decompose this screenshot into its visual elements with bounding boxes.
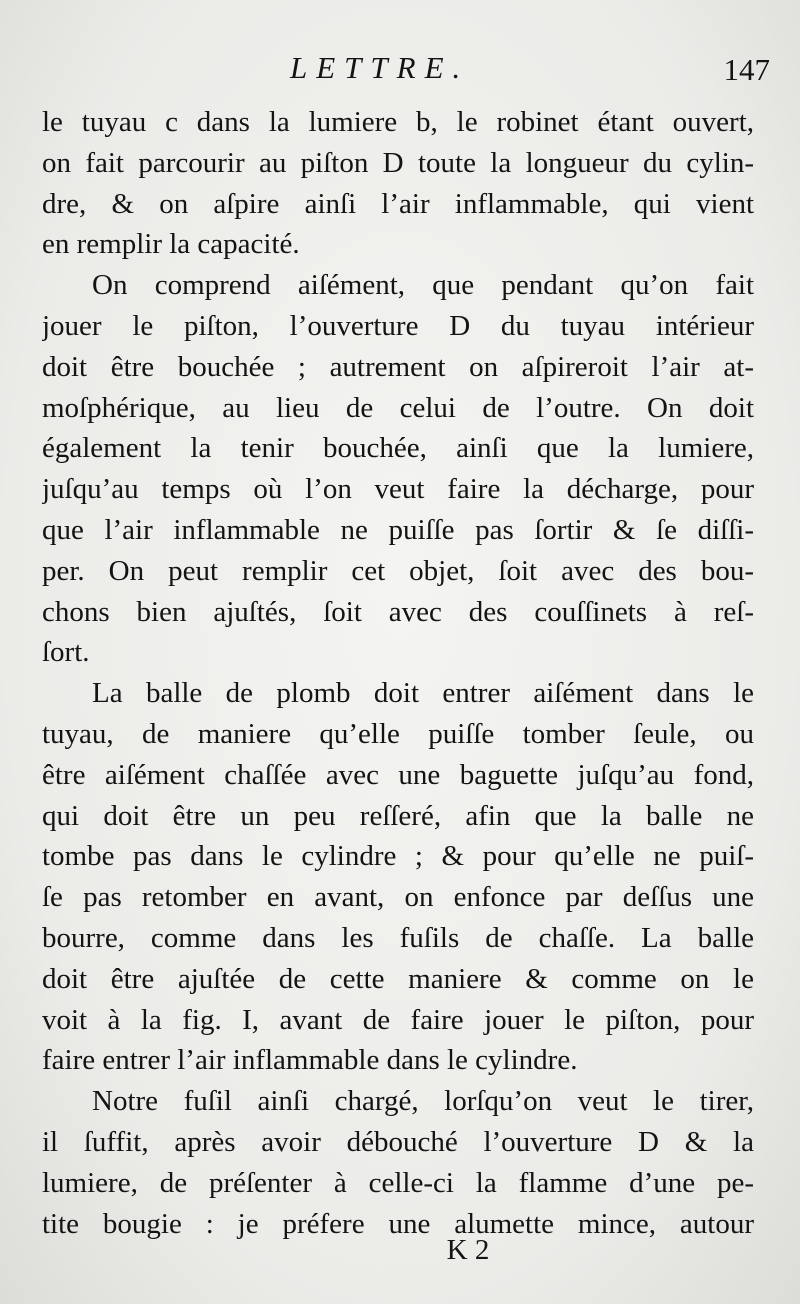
body-text: [42, 102, 754, 1244]
text-line: per. On peut remplir cet objet, ſoit avec des bou-: [42, 554, 754, 587]
page-footer: [0, 1234, 800, 1267]
text-line: ſe pas retomber en avant, on enfonce par deſſus une: [42, 881, 754, 914]
text-line: chons bien ajuſtés, ſoit avec des couſſinets à reſ-: [42, 595, 754, 628]
text-line: on fait parcourir au piſton D toute la longueur du cylin-: [42, 146, 754, 179]
text-line: La balle de plomb doit entrer aiſément dans le: [92, 677, 754, 710]
text-line: dre, & on aſpire ainſi l’air inflammable, qui vient: [42, 187, 754, 220]
text-line: voit à la fig. I, avant de faire jouer le piſton, pour: [42, 1003, 754, 1036]
text-line: également la tenir bouchée, ainſi que la lumiere,: [42, 432, 754, 465]
text-line: qui doit être un peu reſſeré, afin que la balle ne: [42, 799, 754, 832]
text-line: tombe pas dans le cylindre ; & pour qu’elle ne puiſ-: [42, 840, 754, 873]
signature-mark: K 2: [446, 1234, 490, 1266]
text-line: que l’air inflammable ne puiſſe pas ſortir & ſe diſſi-: [42, 513, 754, 546]
text-line: Notre fuſil ainſi chargé, lorſqu’on veut le tirer,: [92, 1085, 754, 1118]
text-line: le tuyau c dans la lumiere b, le robinet étant ouvert,: [42, 106, 754, 138]
text-line: lumiere, de préſenter à celle-ci la flamme d’une pe-: [42, 1166, 754, 1199]
text-line: juſqu’au temps où l’on veut faire la décharge, pour: [42, 473, 754, 506]
text-line: faire entrer l’air inflammable dans le cylindre.: [42, 1044, 578, 1077]
text-line: On comprend aiſément, que pendant qu’on fait: [92, 269, 754, 302]
text-line: tuyau, de maniere qu’elle puiſſe tomber ſeule, ou: [42, 717, 754, 750]
text-line: tite bougie : je préfere une alumette mince, autour: [42, 1207, 754, 1240]
text-line: doit être bouchée ; autrement on aſpireroit l’air at-: [42, 350, 754, 383]
text-line: moſphérique, au lieu de celui de l’outre. On doit: [42, 391, 754, 424]
text-line: bourre, comme dans les fuſils de chaſſe. La balle: [42, 921, 754, 954]
text-line: doit être ajuſtée de cette maniere & comme on le: [42, 962, 754, 995]
page-header: [40, 50, 770, 94]
text-line: en remplir la capacité.: [42, 228, 300, 261]
text-line: jouer le piſton, l’ouverture D du tuyau intérieur: [42, 309, 754, 342]
page-number: 147: [723, 52, 770, 87]
text-line: être aiſément chaſſée avec une baguette juſqu’au fond,: [42, 758, 754, 791]
text-line: il ſuffit, après avoir débouché l’ouverture D & la: [42, 1125, 754, 1158]
running-title: LETTRE.: [290, 50, 470, 85]
text-line: ſort.: [42, 636, 90, 669]
